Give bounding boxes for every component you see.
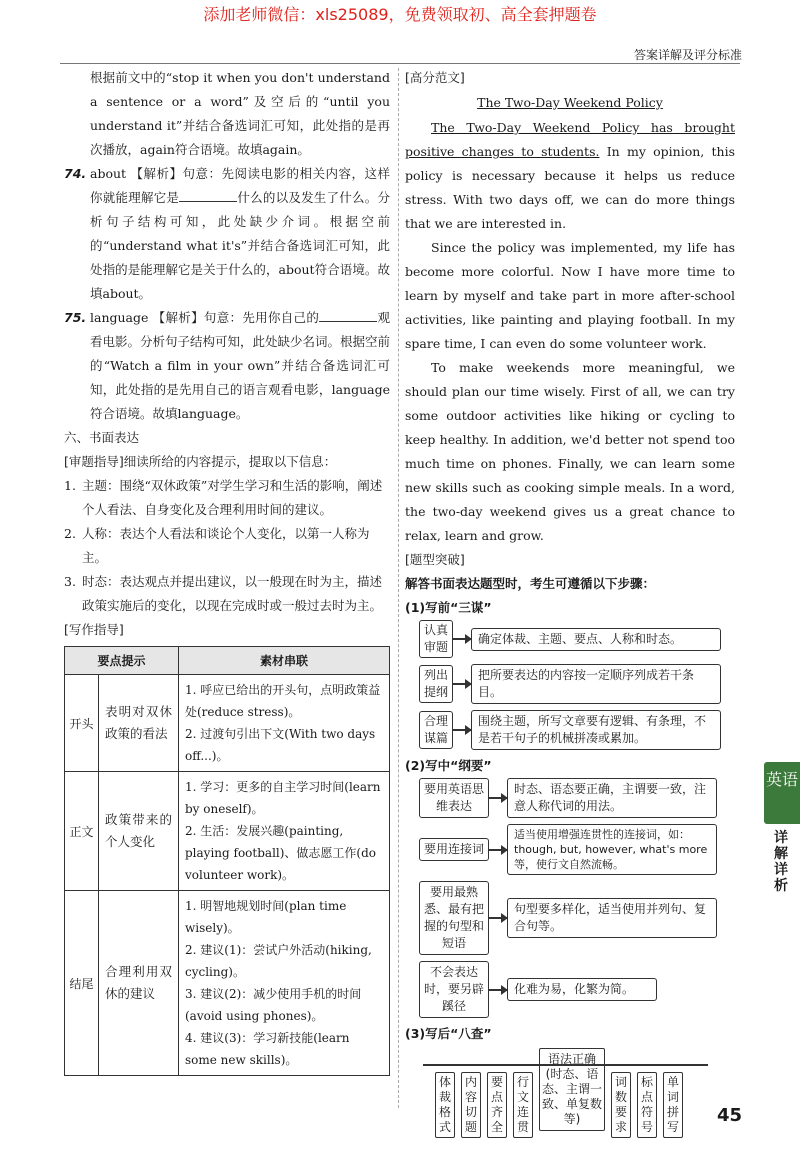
writing-guide-title: [写作指导] — [64, 622, 124, 637]
question-number: 75. — [64, 310, 87, 325]
step3-checklist: 体裁格式 内容切题 要点齐全 行文连贯 语法正确(时态、语态、主谓一致、单复数等) 词数要求 标点符号 单词拼写 — [405, 1046, 735, 1156]
table-header: 要点提示 — [65, 647, 179, 675]
page-number: 45 — [716, 1105, 742, 1126]
right-column — [405, 66, 735, 1156]
table-header: 素材串联 — [179, 647, 390, 675]
answer-75 — [64, 306, 390, 426]
essay-paragraph: To make weekends more meaningful, we should plan our time wisely. First of all, we can try some outdoor activities like hiking or cycling to keep healthy. In addition, we'd better not spend too much time on phones. Finally, we can learn some new skills such as cooking simple meals. In a word, the two-day weekend gives us a great chance to relax, learn and grow. — [405, 360, 735, 543]
header-title: 答案详解及评分标准 — [633, 48, 742, 62]
answer-text: 观看电影。分析句子结构可知，此处缺少名词。根据空前的“Watch a film in your own”并结合备选词汇可知，此处指的是先用自己的语言观看电影，language符合语境。故填language。 — [90, 310, 391, 421]
step1-flow — [405, 620, 735, 750]
question-number: 74. — [64, 166, 87, 181]
step3-title: (3)写后“八查” — [405, 1026, 492, 1041]
answer-text: 什么的以及发生了什么。分析句子结构可知，此处缺少介词。根据空前的“understand what it's”并结合备选词汇可知，此处指的是能理解它是关于什么的，about符合语境。故填about。 — [90, 190, 390, 301]
column-divider — [398, 68, 399, 1108]
left-column — [64, 66, 390, 1076]
blank-line — [179, 190, 237, 202]
step1-title: (1)写前“三谋” — [405, 600, 492, 615]
arrow-icon — [489, 797, 507, 799]
table-row: 开头 表明对双休政策的看法 1. 呼应已给出的开头句，点明政策益处(reduce stress)。 2. 过渡句引出下文(With two days off...)。 — [65, 675, 390, 772]
arrow-icon — [453, 638, 471, 640]
step2-title: (2)写中“纲要” — [405, 758, 492, 773]
side-label: 详解详析 — [774, 830, 788, 894]
arrow-icon — [489, 849, 507, 851]
essay-title: The Two-Day Weekend Policy — [477, 95, 663, 110]
answer-text: language 【解析】句意：先用你自己的 — [90, 310, 320, 325]
guide-title: [审题指导]细读所给的内容提示，提取以下信息： — [64, 454, 337, 469]
breakthrough-label: [题型突破] — [405, 552, 465, 567]
table-row: 正文 政策带来的个人变化 1. 学习：更多的自主学习时间(learn by oneself)。 2. 生活：发展兴趣(painting, playing football)、做志愿工作(do volunteer work)。 — [65, 772, 390, 891]
steps-intro: 解答书面表达题型时，考生可遵循以下步骤： — [405, 576, 656, 591]
flow-row: 不会表达时，要另辟蹊径 化难为易，化繁为简。 — [419, 961, 735, 1018]
flow-row: 列出提纲 把所要表达的内容按一定顺序列成若干条目。 — [419, 664, 735, 704]
flow-row: 认真审题 确定体裁、主题、要点、人称和时态。 — [419, 620, 735, 658]
arrow-icon — [453, 683, 471, 685]
flow-row: 要用最熟悉、最有把握的句型和短语 句型要多样化，适当使用并列句、复合句等。 — [419, 881, 735, 955]
section-heading: 六、书面表达 — [64, 430, 140, 445]
answer-text: about 【解析】句意：先阅读电影的相关内容，这样你就能理解它是 — [90, 166, 390, 205]
model-essay-label: [高分范文] — [405, 70, 465, 85]
arrow-icon — [453, 729, 471, 731]
promo-banner: 添加老师微信：xls25089，免费领取初、高全套押题卷 — [203, 5, 597, 24]
writing-guide-table — [64, 646, 390, 1076]
arrow-icon — [489, 989, 507, 991]
step2-flow — [405, 778, 735, 1018]
arrow-icon — [489, 917, 507, 919]
flow-row: 要用连接词 适当使用增强连贯性的连接词，如：though, but, however, what's more等，使行文自然流畅。 — [419, 824, 735, 875]
blank-line — [319, 310, 377, 322]
answer-73-continuation: 根据前文中的“stop it when you don't understand a sentence or a word”及空后的“until you understand it”并结合备选词汇可知，此处指的是再次播放，again符合语境。故填again。 — [90, 70, 390, 157]
header-rule — [60, 63, 740, 64]
guide-item: 1. 主题：围绕“双休政策”对学生学习和生活的影响，阐述个人看法、自身变化及合理利用时间的建议。 — [64, 478, 383, 517]
table-row: 结尾 合理利用双休的建议 1. 明智地规划时间(plan time wisely)。 2. 建议(1)：尝试户外活动(hiking, cycling)。 3. 建议(2)：减少使用手机的时间(avoid using phones)。 4. 建议(3)：学习新技能(learn some new skills)。 — [65, 891, 390, 1076]
guide-item: 3. 时态：表达观点并提出建议，以一般现在时为主，描述政策实施后的变化，以现在完成时或一般过去时为主。 — [64, 574, 383, 613]
subject-tab: 英语 — [764, 762, 800, 824]
essay-paragraph: Since the policy was implemented, my life has become more colorful. Now I have more time to learn by myself and take part in more after-school activities, like painting and playing football. In my spare time, I can even do some volunteer work. — [405, 240, 735, 351]
flow-row: 合理谋篇 围绕主题，所写文章要有逻辑、有条理，不是若干句子的机械拼凑或累加。 — [419, 710, 735, 750]
essay-paragraph: The Two-Day Weekend Policy has brought positive changes to students. In my opinion, this policy is necessary because it helps us reduce stress. With two days off, we can do more things that we are interested in. — [405, 120, 736, 231]
answer-74 — [64, 162, 390, 306]
guide-item: 2. 人称：表达个人看法和谈论个人变化，以第一人称为主。 — [64, 526, 370, 565]
flow-row: 要用英语思维表达 时态、语态要正确，主谓要一致，注意人称代词的用法。 — [419, 778, 735, 818]
